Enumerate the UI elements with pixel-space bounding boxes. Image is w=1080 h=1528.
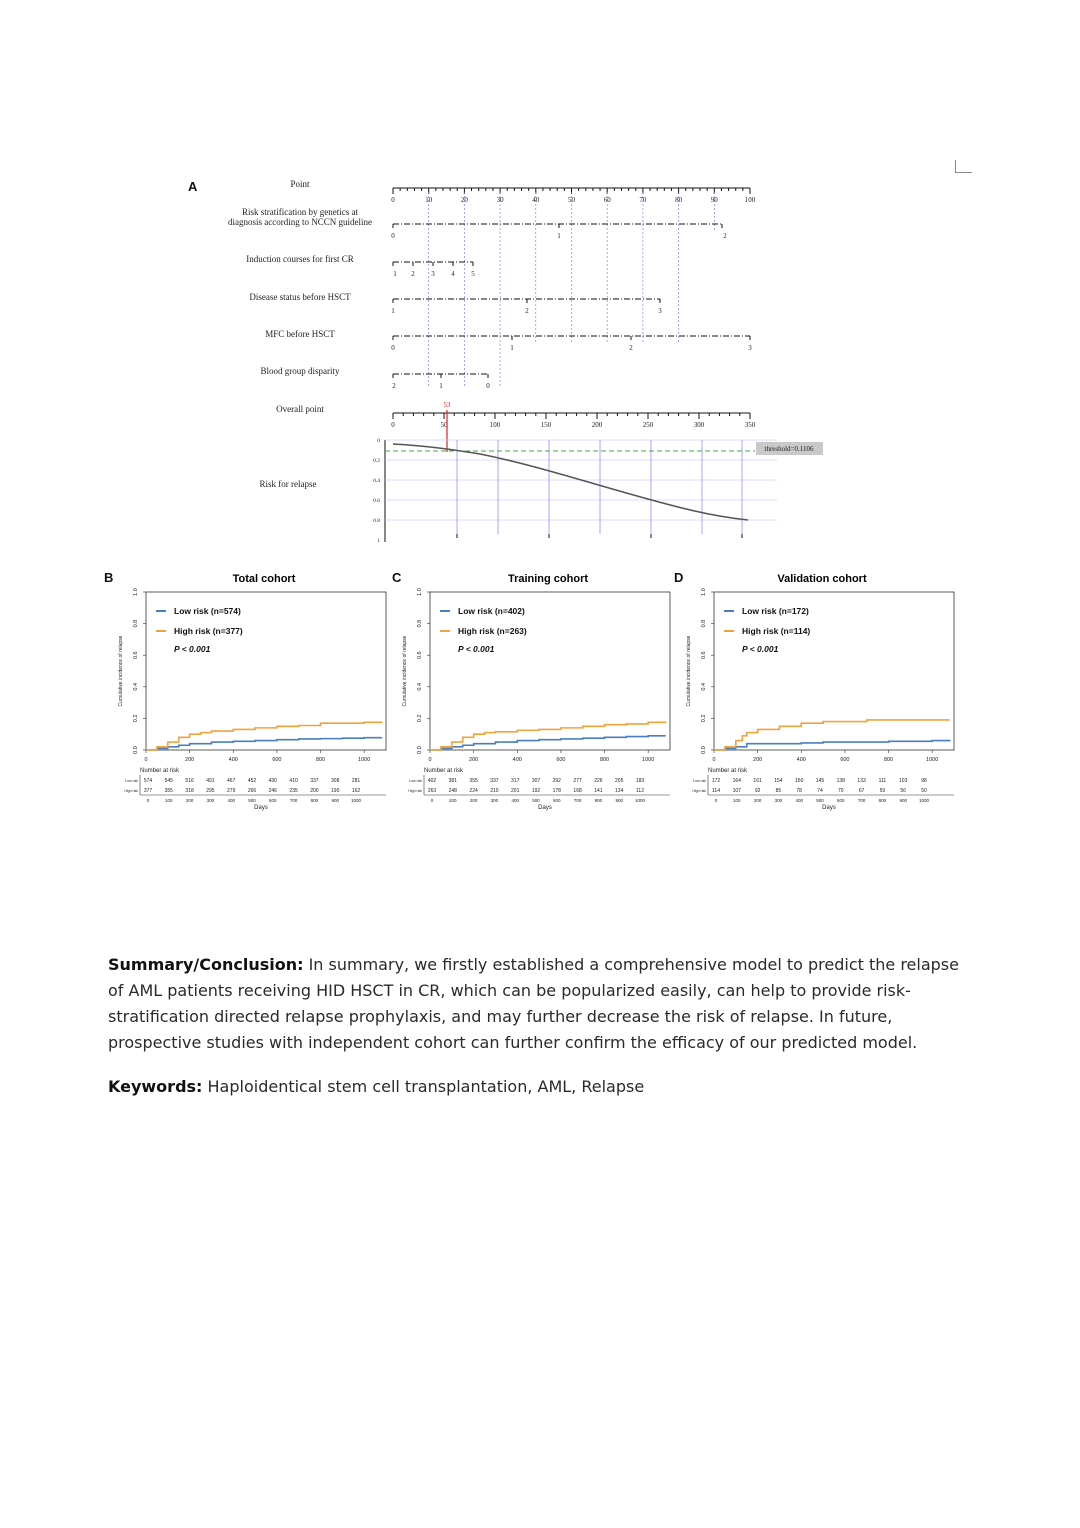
- x-tick-label: 200: [469, 757, 479, 763]
- p-value: P < 0.001: [742, 644, 779, 654]
- x-tick-label: 1000: [642, 757, 655, 763]
- risk-cell: 574: [143, 778, 153, 784]
- overall-tick-label: 0: [391, 421, 395, 429]
- risk-cell: 292: [552, 778, 561, 784]
- risk-time-label: 800: [594, 798, 603, 803]
- x-tick-label: 800: [883, 757, 894, 763]
- point-tick-label: 10: [425, 196, 433, 204]
- risk-cell: 103: [899, 778, 908, 784]
- risk-cell: 201: [511, 788, 520, 794]
- point-tick-label: 100: [744, 196, 756, 204]
- disease-label: 3: [658, 307, 662, 315]
- x-tick-label: 0: [428, 757, 432, 763]
- y-tick-label: 0.2: [417, 714, 423, 723]
- risk-cell: 402: [427, 778, 437, 784]
- point-tick-label: 70: [639, 196, 647, 204]
- risk-cell: 133: [857, 778, 866, 784]
- mfc-label: 2: [629, 344, 633, 352]
- x-tick-label: 200: [185, 757, 195, 763]
- overall-tick-label: 250: [642, 421, 654, 429]
- risk-cell: 150: [795, 778, 804, 784]
- legend-label: Low risk (n=402): [458, 606, 525, 616]
- legend-label: High risk (n=377): [174, 626, 243, 636]
- summary-text: In summary, we firstly established a comprehensive model to predict the relapse of AML patients receiving HID HSCT in CR, which can be popularized easily, can help to provide risk-stratification directed relapse prophylaxis, and may further decrease the risk of relapse. In future, prospective studies with independent cohort can further confirm the efficacy of our predicted model.: [108, 955, 959, 1052]
- row-label-point: Point: [290, 179, 310, 189]
- nomogram-figure: [180, 172, 840, 552]
- y-tick-label: 1.0: [133, 588, 139, 596]
- marker-value: 53: [443, 401, 451, 409]
- risk-time-label: 400: [511, 798, 519, 803]
- risk-time-label: 200: [469, 798, 478, 803]
- overall-tick-label: 300: [693, 421, 705, 429]
- y-tick-label: 0.4: [701, 682, 707, 691]
- legend-label: High risk (n=263): [458, 626, 527, 636]
- risk-time-label: 300: [490, 798, 499, 803]
- x-tick-label: 400: [512, 757, 522, 763]
- risk-time-label: 400: [795, 798, 803, 803]
- panel-label-b: B: [104, 570, 114, 585]
- risk-time-label: 900: [331, 798, 339, 803]
- risk-cell: 178: [552, 788, 561, 794]
- legend-label: Low risk (n=172): [742, 606, 809, 616]
- y-tick-label: 0.0: [417, 746, 423, 754]
- keywords-paragraph: [108, 1074, 972, 1100]
- risk-cell: 317: [511, 778, 520, 784]
- risk-cell: 210: [490, 788, 499, 794]
- risk-cell: 277: [573, 778, 582, 784]
- y-tick-label: 0.0: [701, 746, 707, 754]
- genetics-label: 0: [391, 232, 395, 240]
- risk-cell: 281: [351, 778, 361, 784]
- risk-cell: 235: [289, 788, 298, 794]
- risk-cell: 74: [817, 788, 823, 794]
- risk-time-label: 1000: [634, 798, 646, 803]
- y-tick-label: 0.4: [133, 682, 139, 691]
- risk-time-label: 1000: [350, 798, 362, 803]
- blood-label: 1: [439, 382, 443, 390]
- p-value: P < 0.001: [174, 644, 211, 654]
- risk-cell: 98: [921, 778, 927, 784]
- risk-cell: 205: [615, 778, 624, 784]
- risk-row-label: High risk: [124, 789, 138, 793]
- risk-panel: [373, 438, 823, 544]
- risk-time-label: 300: [206, 798, 215, 803]
- point-tick-label: 60: [603, 196, 611, 204]
- x-tick-label: 400: [228, 757, 238, 763]
- risk-time-label: 600: [837, 798, 845, 803]
- induction-label: 3: [431, 270, 435, 278]
- induction-label: 1: [393, 270, 397, 278]
- risk-row-label: High risk: [692, 789, 706, 793]
- overall-tick-label: 350: [744, 421, 756, 429]
- risk-time-label: 400: [227, 798, 235, 803]
- risk-row-label: Low risk: [693, 779, 706, 783]
- risk-cell: 92: [754, 788, 761, 794]
- risk-cell: 355: [469, 778, 478, 784]
- x-tick-label: 1000: [358, 757, 371, 763]
- risk-time-label: 800: [878, 798, 887, 803]
- guide-lines: [429, 192, 715, 387]
- y-tick-label: 0.0: [133, 746, 139, 754]
- risk-cell: 307: [531, 778, 541, 784]
- risk-row-label: High risk: [408, 789, 422, 793]
- km-chart-c: [388, 568, 678, 828]
- y-tick-label: 0.4: [417, 682, 423, 691]
- p-value: P < 0.001: [458, 644, 495, 654]
- y-tick-label: 0.8: [133, 619, 139, 628]
- x-tick-label: 0: [144, 757, 148, 763]
- risk-cell: 154: [774, 778, 783, 784]
- risk-cell: 381: [448, 778, 457, 784]
- row-label-disease: Disease status before HSCT: [249, 292, 351, 302]
- keywords-label: Keywords:: [108, 1077, 203, 1096]
- risk-cell: 192: [531, 788, 541, 794]
- page-corner-mark: [955, 160, 972, 173]
- point-tick-label: 0: [391, 196, 395, 204]
- mfc-label: 0: [391, 344, 395, 352]
- risk-axis-label: 1: [377, 538, 380, 544]
- risk-cell: 545: [164, 778, 173, 784]
- risk-cell: 410: [289, 778, 298, 784]
- risk-time-label: 700: [289, 798, 298, 803]
- mfc-label: 1: [510, 344, 514, 352]
- risk-cell: 491: [206, 778, 215, 784]
- point-tick-label: 20: [460, 196, 468, 204]
- risk-cell: 134: [615, 788, 624, 794]
- x-tick-label: 0: [712, 757, 716, 763]
- y-tick-label: 0.8: [417, 619, 423, 628]
- x-tick-label: 200: [753, 757, 763, 763]
- chart-title: Total cohort: [232, 573, 296, 585]
- risk-table-title: Number at risk: [140, 768, 180, 774]
- panel-label-d: D: [674, 570, 684, 585]
- risk-time-label: 100: [733, 798, 741, 803]
- y-axis-label: Cumulative incidence of relapse: [118, 635, 124, 707]
- point-tick-label: 80: [675, 196, 683, 204]
- y-tick-label: 0.2: [701, 714, 707, 723]
- risk-time-label: 900: [615, 798, 623, 803]
- x-tick-label: 1000: [926, 757, 939, 763]
- row-label-risk: Risk for relapse: [259, 479, 317, 489]
- risk-time-label: 300: [774, 798, 783, 803]
- point-axis-labels: [391, 196, 756, 204]
- genetics-label: 2: [723, 232, 727, 240]
- risk-cell: 516: [185, 778, 194, 784]
- x-tick-label: 800: [315, 757, 326, 763]
- row-label-induction: Induction courses for first CR: [246, 254, 354, 264]
- risk-cell: 266: [247, 788, 257, 794]
- y-tick-label: 0.6: [133, 651, 139, 660]
- risk-axis-label: 0.4: [373, 478, 380, 484]
- x-tick-label: 600: [840, 757, 850, 763]
- risk-cell: 162: [351, 788, 361, 794]
- panel-label-c: C: [392, 570, 402, 585]
- x-axis-label: Days: [254, 805, 268, 811]
- row-label-mfc: MFC before HSCT: [265, 329, 335, 339]
- risk-time-label: 0: [146, 798, 150, 803]
- risk-cell: 85: [775, 788, 782, 794]
- risk-time-label: 0: [714, 798, 718, 803]
- risk-cell: 279: [227, 788, 236, 794]
- row-label-blood: Blood group disparity: [260, 366, 340, 376]
- point-tick-label: 50: [568, 196, 575, 204]
- y-tick-label: 0.8: [701, 619, 707, 628]
- risk-cell: 200: [310, 788, 319, 794]
- risk-cell: 164: [732, 778, 741, 784]
- risk-cell: 112: [636, 788, 644, 794]
- risk-time-label: 700: [857, 798, 866, 803]
- overall-tick-label: 200: [591, 421, 603, 429]
- risk-cell: 308: [331, 778, 340, 784]
- threshold-label: threshold=0.1106: [764, 445, 814, 453]
- point-tick-label: 90: [710, 196, 718, 204]
- km-panel-b: [104, 568, 394, 828]
- risk-cell: 452: [247, 778, 257, 784]
- risk-time-label: 0: [430, 798, 434, 803]
- risk-cell: 355: [164, 788, 173, 794]
- risk-cell: 145: [815, 778, 825, 784]
- point-tick-label: 30: [496, 196, 504, 204]
- y-tick-label: 0.2: [133, 714, 139, 723]
- genetics-label: 1: [557, 232, 561, 240]
- risk-cell: 263: [427, 788, 437, 794]
- risk-time-label: 700: [573, 798, 582, 803]
- y-axis-label: Cumulative incidence of relapse: [402, 635, 408, 707]
- mfc-label: 3: [748, 344, 752, 352]
- chart-title: Validation cohort: [777, 573, 867, 585]
- risk-cell: 467: [227, 778, 236, 784]
- risk-cell: 114: [712, 788, 720, 794]
- risk-cell: 318: [185, 788, 194, 794]
- blood-label: 0: [486, 382, 490, 390]
- induction-label: 4: [451, 270, 455, 278]
- disease-label: 2: [525, 307, 529, 315]
- km-panel-c: [388, 568, 678, 828]
- risk-time-label: 600: [269, 798, 277, 803]
- risk-cell: 141: [594, 788, 603, 794]
- series-line-high-risk: [714, 720, 950, 750]
- series-line-low-risk: [714, 740, 950, 750]
- risk-row-label: Low risk: [409, 779, 422, 783]
- y-tick-label: 1.0: [701, 588, 707, 596]
- risk-cell: 172: [711, 778, 721, 784]
- risk-cell: 111: [878, 778, 887, 784]
- y-tick-label: 0.6: [701, 651, 707, 660]
- risk-cell: 224: [469, 788, 478, 794]
- row-label-overall: Overall point: [276, 404, 324, 414]
- row-label-genetics-1: Risk stratification by genetics at: [242, 207, 358, 217]
- y-axis-label: Cumulative incidence of relapse: [686, 635, 692, 707]
- risk-cell: 183: [635, 778, 645, 784]
- x-tick-label: 800: [599, 757, 610, 763]
- risk-time-label: 100: [449, 798, 457, 803]
- x-axis-label: Days: [822, 805, 836, 811]
- risk-time-label: 500: [532, 798, 540, 803]
- risk-row-label: Low risk: [125, 779, 138, 783]
- risk-cell: 50: [921, 788, 927, 794]
- induction-label: 5: [471, 270, 475, 278]
- summary-label: Summary/Conclusion:: [108, 955, 304, 974]
- km-chart-d: [672, 568, 962, 828]
- induction-label: 2: [411, 270, 415, 278]
- x-tick-label: 600: [556, 757, 566, 763]
- km-panel-d: [672, 568, 962, 828]
- risk-time-label: 1000: [918, 798, 930, 803]
- risk-axis-label: 0.2: [373, 458, 380, 464]
- risk-time-label: 900: [899, 798, 907, 803]
- km-chart-b: [104, 568, 394, 828]
- risk-cell: 67: [858, 788, 865, 794]
- chart-title: Training cohort: [507, 573, 589, 585]
- risk-cell: 107: [732, 788, 741, 794]
- legend-label: Low risk (n=574): [174, 606, 241, 616]
- risk-cell: 430: [268, 778, 277, 784]
- risk-cell: 59: [879, 788, 886, 794]
- risk-cell: 161: [753, 778, 762, 784]
- y-tick-label: 0.6: [417, 651, 423, 660]
- risk-cell: 295: [206, 788, 215, 794]
- risk-cell: 168: [573, 788, 582, 794]
- risk-time-label: 600: [553, 798, 561, 803]
- risk-time-label: 200: [753, 798, 762, 803]
- risk-axis-label: 0.8: [373, 518, 380, 524]
- keywords-text: Haploidentical stem cell transplantation, AML, Relapse: [202, 1077, 645, 1096]
- risk-cell: 56: [900, 788, 906, 794]
- risk-curve: [393, 444, 748, 520]
- x-tick-label: 600: [272, 757, 282, 763]
- row-label-genetics-2: diagnosis according to NCCN guideline: [228, 217, 372, 227]
- x-axis-label: Days: [538, 805, 552, 811]
- risk-cell: 226: [594, 778, 603, 784]
- risk-time-label: 200: [185, 798, 194, 803]
- overall-tick-label: 150: [540, 421, 552, 429]
- point-tick-label: 40: [532, 196, 540, 204]
- series-line-low-risk: [146, 737, 382, 750]
- risk-cell: 377: [143, 788, 153, 794]
- y-tick-label: 1.0: [417, 588, 423, 596]
- risk-cell: 248: [448, 788, 457, 794]
- risk-time-label: 500: [816, 798, 824, 803]
- risk-cell: 246: [268, 788, 277, 794]
- overall-tick-label: 100: [489, 421, 501, 429]
- risk-cell: 337: [310, 778, 319, 784]
- risk-axis-label: 0.6: [373, 498, 380, 504]
- risk-cell: 138: [836, 778, 845, 784]
- summary-paragraph: [108, 952, 972, 1056]
- risk-table-title: Number at risk: [708, 768, 748, 774]
- risk-time-label: 100: [165, 798, 173, 803]
- risk-table-title: Number at risk: [424, 768, 464, 774]
- risk-cell: 78: [796, 788, 802, 794]
- blood-label: 2: [392, 382, 396, 390]
- overall-tick-label: 50: [440, 421, 448, 429]
- risk-axis-label: 0: [377, 438, 380, 444]
- panel-label-a: A: [188, 179, 198, 194]
- risk-time-label: 500: [248, 798, 256, 803]
- x-tick-label: 400: [796, 757, 806, 763]
- disease-label: 1: [391, 307, 395, 315]
- legend-label: High risk (n=114): [742, 626, 811, 636]
- risk-cell: 337: [490, 778, 499, 784]
- risk-time-label: 800: [310, 798, 319, 803]
- risk-cell: 190: [331, 788, 340, 794]
- risk-cell: 70: [838, 788, 844, 794]
